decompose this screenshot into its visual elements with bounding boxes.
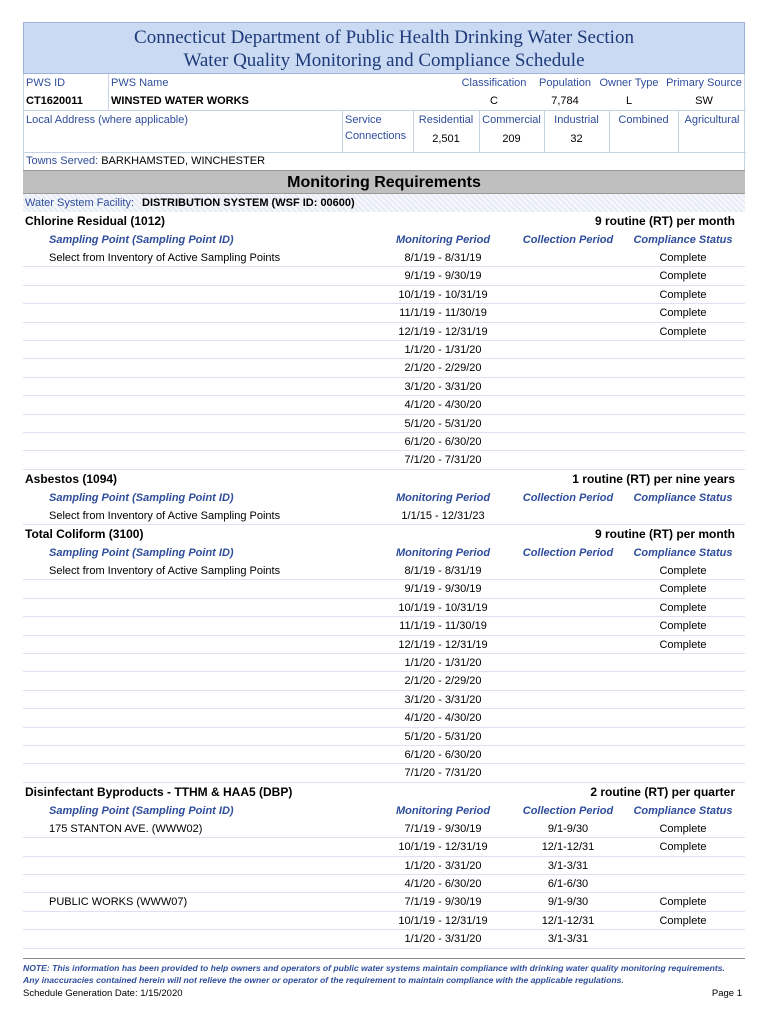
table-row xyxy=(23,617,745,635)
disclaimer-note xyxy=(23,958,745,986)
compliance-status-header: Compliance Status xyxy=(633,547,733,560)
monitoring-period-cell: 11/1/19 - 11/30/19 xyxy=(399,307,487,320)
classification-label: Classification xyxy=(461,77,527,89)
monitoring-period-cell: 6/1/20 - 6/30/20 xyxy=(404,748,482,761)
compliance-status-cell: Complete xyxy=(659,252,707,264)
schedule-generation-date: Schedule Generation Date: 1/15/2020 xyxy=(23,988,183,999)
contaminant-name: Chlorine Residual (1012) xyxy=(25,214,166,228)
sampling-point-header: Sampling Point (Sampling Point ID) xyxy=(49,547,234,560)
section-title-row xyxy=(23,525,745,544)
table-row xyxy=(23,507,745,525)
compliance-status-cell: Complete xyxy=(659,822,707,835)
sampling-point-cell: Select from Inventory of Active Sampling Points xyxy=(49,509,281,522)
document-subtitle: Water Quality Monitoring and Compliance Schedule xyxy=(183,50,585,71)
local-address-label: Local Address (where applicable) xyxy=(26,114,189,126)
monitoring-period-cell: 1/1/15 - 12/31/23 xyxy=(401,509,485,522)
table-row xyxy=(23,893,745,911)
system-info-grid xyxy=(23,74,745,170)
monitoring-period-cell: 7/1/20 - 7/31/20 xyxy=(404,454,482,467)
wsf-value: DISTRIBUTION SYSTEM (WSF ID: 00600) xyxy=(142,197,355,209)
monitoring-period-cell: 5/1/20 - 5/31/20 xyxy=(404,417,482,430)
note-line-2: Any inaccuracies contained herein will not relieve the owner or operator of the requirement to maintain compliance with the applicable regulations. xyxy=(23,975,624,985)
table-row xyxy=(23,636,745,654)
sampling-point-header: Sampling Point (Sampling Point ID) xyxy=(49,491,234,504)
monitoring-period-cell: 12/1/19 - 12/31/19 xyxy=(398,325,488,338)
compliance-status-cell: Complete xyxy=(659,914,707,927)
monitoring-period-cell: 3/1/20 - 3/31/20 xyxy=(404,380,482,393)
monitoring-period-cell: 4/1/20 - 4/30/20 xyxy=(404,399,482,412)
sampling-point-cell: Select from Inventory of Active Sampling Points xyxy=(49,252,281,264)
table-row xyxy=(23,286,745,304)
monitoring-period-cell: 10/1/19 - 10/31/19 xyxy=(398,288,488,301)
monitoring-sections xyxy=(23,212,745,949)
owner-type-label: Owner Type xyxy=(599,77,659,89)
monitoring-frequency: 1 routine (RT) per nine years xyxy=(572,471,735,486)
population-value: 7,784 xyxy=(551,95,579,107)
table-row xyxy=(23,709,745,727)
industrial-value: 32 xyxy=(570,133,583,145)
table-row xyxy=(23,857,745,875)
residential-value: 2,501 xyxy=(432,133,460,145)
column-header-row xyxy=(23,544,745,562)
contaminant-name: Asbestos (1094) xyxy=(25,471,118,486)
collection-period-cell: 9/1-9/30 xyxy=(547,896,589,909)
monitoring-period-cell: 4/1/20 - 6/30/20 xyxy=(404,877,482,890)
pws-id-value: CT1620011 xyxy=(26,95,83,107)
section-title-row xyxy=(23,783,745,802)
monitoring-period-cell: 2/1/20 - 2/29/20 xyxy=(404,362,482,375)
collection-period-cell: 9/1-9/30 xyxy=(547,822,589,835)
compliance-status-cell: Complete xyxy=(659,638,707,651)
classification-value: C xyxy=(490,95,498,107)
table-row xyxy=(23,691,745,709)
monitoring-period-cell: 7/1/19 - 9/30/19 xyxy=(404,822,482,835)
page-number: Page 1 xyxy=(711,988,742,999)
table-row xyxy=(23,396,745,414)
table-row xyxy=(23,451,745,469)
service-connections-label-1: Service xyxy=(345,114,382,126)
commercial-label: Commercial xyxy=(482,114,541,126)
monitoring-period-cell: 1/1/20 - 1/31/20 xyxy=(404,657,482,670)
monitoring-frequency: 9 routine (RT) per month xyxy=(595,214,735,228)
table-row xyxy=(23,433,745,451)
service-connections-label-2: Connections xyxy=(345,130,407,142)
table-row xyxy=(23,875,745,893)
monitoring-period-cell: 8/1/19 - 8/31/19 xyxy=(404,565,482,578)
sampling-point-cell: PUBLIC WORKS (WWW07) xyxy=(49,896,188,909)
towns-served-value: BARKHAMSTED, WINCHESTER xyxy=(101,155,266,167)
wsf-label: Water System Facility: xyxy=(25,197,134,209)
table-row xyxy=(23,267,745,285)
table-row xyxy=(23,378,745,396)
compliance-status-cell: Complete xyxy=(659,270,707,283)
monitoring-period-cell: 1/1/20 - 3/31/20 xyxy=(404,859,482,872)
primary-source-value: SW xyxy=(695,95,713,107)
sampling-point-cell: Select from Inventory of Active Sampling Points xyxy=(49,565,281,578)
monitoring-section xyxy=(23,212,745,470)
water-system-facility xyxy=(23,194,745,212)
table-row xyxy=(23,728,745,746)
collection-period-cell: 3/1-3/31 xyxy=(547,859,589,872)
collection-period-cell: 12/1-12/31 xyxy=(541,841,595,854)
pws-id-label: PWS ID xyxy=(26,77,66,89)
agricultural-label: Agricultural xyxy=(684,114,740,126)
compliance-status-cell: Complete xyxy=(659,307,707,320)
table-row xyxy=(23,580,745,598)
monitoring-period-cell: 4/1/20 - 4/30/20 xyxy=(404,712,482,725)
table-row xyxy=(23,249,745,267)
table-row xyxy=(23,838,745,856)
table-row xyxy=(23,912,745,930)
monitoring-requirements-header: Monitoring Requirements xyxy=(23,170,745,194)
monitoring-period-cell: 10/1/19 - 10/31/19 xyxy=(398,601,488,614)
towns-served xyxy=(26,153,265,169)
table-row xyxy=(23,359,745,377)
monitoring-period-cell: 1/1/20 - 3/31/20 xyxy=(404,933,482,946)
compliance-status-cell: Complete xyxy=(659,565,707,578)
compliance-status-header: Compliance Status xyxy=(633,234,733,246)
table-row xyxy=(23,323,745,341)
table-row xyxy=(23,930,745,948)
table-row xyxy=(23,415,745,433)
compliance-status-cell: Complete xyxy=(659,601,707,614)
compliance-status-cell: Complete xyxy=(659,325,707,338)
monitoring-period-cell: 5/1/20 - 5/31/20 xyxy=(404,730,482,743)
monitoring-period-cell: 10/1/19 - 12/31/19 xyxy=(398,914,488,927)
table-row xyxy=(23,820,745,838)
monitoring-period-cell: 11/1/19 - 11/30/19 xyxy=(399,620,487,633)
table-row xyxy=(23,672,745,690)
contaminant-name: Disinfectant Byproducts - TTHM & HAA5 (DBP) xyxy=(25,784,293,799)
pws-name-value: WINSTED WATER WORKS xyxy=(111,95,249,107)
column-header-row xyxy=(23,231,745,249)
compliance-status-cell: Complete xyxy=(659,841,707,854)
monitoring-period-cell: 9/1/19 - 9/30/19 xyxy=(404,270,482,283)
column-header-row xyxy=(23,489,745,507)
table-row xyxy=(23,599,745,617)
document-title: Connecticut Department of Public Health Drinking Water Section xyxy=(134,27,634,48)
monitoring-period-header: Monitoring Period xyxy=(395,234,491,246)
primary-source-label: Primary Source xyxy=(666,77,742,89)
industrial-label: Industrial xyxy=(554,114,599,126)
compliance-status-cell: Complete xyxy=(659,620,707,633)
table-row xyxy=(23,764,745,782)
residential-label: Residential xyxy=(418,114,474,126)
monitoring-period-cell: 12/1/19 - 12/31/19 xyxy=(398,638,488,651)
table-row xyxy=(23,562,745,580)
population-label: Population xyxy=(539,77,591,89)
monitoring-period-header: Monitoring Period xyxy=(395,491,491,504)
compliance-status-cell: Complete xyxy=(659,288,707,301)
section-title-row xyxy=(23,470,745,489)
table-row xyxy=(23,304,745,322)
monitoring-period-cell: 1/1/20 - 1/31/20 xyxy=(404,343,482,356)
compliance-status-header: Compliance Status xyxy=(633,804,733,817)
table-row xyxy=(23,654,745,672)
monitoring-period-cell: 6/1/20 - 6/30/20 xyxy=(404,435,482,448)
towns-served-label: Towns Served: xyxy=(26,155,99,167)
compliance-status-cell: Complete xyxy=(659,896,707,909)
monitoring-period-cell: 2/1/20 - 2/29/20 xyxy=(404,675,482,688)
monitoring-section xyxy=(23,783,745,949)
collection-period-cell: 12/1-12/31 xyxy=(541,914,595,927)
document-page xyxy=(23,22,745,949)
sampling-point-header: Sampling Point (Sampling Point ID) xyxy=(49,234,234,246)
collection-period-header: Collection Period xyxy=(522,804,614,817)
monitoring-period-cell: 9/1/19 - 9/30/19 xyxy=(404,583,482,596)
title-banner xyxy=(23,22,745,74)
commercial-value: 209 xyxy=(502,133,521,145)
collection-period-header: Collection Period xyxy=(522,547,614,560)
compliance-status-cell: Complete xyxy=(659,583,707,596)
collection-period-cell: 6/1-6/30 xyxy=(547,877,589,890)
pws-name-label: PWS Name xyxy=(111,77,169,89)
contaminant-name: Total Coliform (3100) xyxy=(25,527,144,542)
monitoring-period-cell: 8/1/19 - 8/31/19 xyxy=(404,252,482,264)
combined-label: Combined xyxy=(618,114,669,126)
sampling-point-header: Sampling Point (Sampling Point ID) xyxy=(49,804,234,817)
monitoring-period-cell: 3/1/20 - 3/31/20 xyxy=(404,693,482,706)
monitoring-period-cell: 7/1/20 - 7/31/20 xyxy=(404,767,482,780)
monitoring-section xyxy=(23,470,745,525)
table-row xyxy=(23,341,745,359)
monitoring-frequency: 9 routine (RT) per month xyxy=(595,527,735,542)
collection-period-header: Collection Period xyxy=(522,234,614,246)
owner-type-value: L xyxy=(625,95,633,107)
monitoring-period-cell: 7/1/19 - 9/30/19 xyxy=(404,896,482,909)
column-header-row xyxy=(23,802,745,820)
monitoring-period-header: Monitoring Period xyxy=(395,804,491,817)
monitoring-section xyxy=(23,525,745,783)
sampling-point-cell: 175 STANTON AVE. (WWW02) xyxy=(49,822,203,835)
monitoring-frequency: 2 routine (RT) per quarter xyxy=(590,784,735,799)
section-title-row xyxy=(23,212,745,231)
table-row xyxy=(23,746,745,764)
monitoring-period-cell: 10/1/19 - 12/31/19 xyxy=(398,841,488,854)
compliance-status-header: Compliance Status xyxy=(633,491,733,504)
collection-period-cell: 3/1-3/31 xyxy=(547,933,589,946)
collection-period-header: Collection Period xyxy=(522,491,614,504)
monitoring-period-header: Monitoring Period xyxy=(395,547,491,560)
note-line-1: NOTE: This information has been provided to help owners and operators of public water systems maintain compliance with drinking water quality monitoring requirements. xyxy=(23,963,725,973)
